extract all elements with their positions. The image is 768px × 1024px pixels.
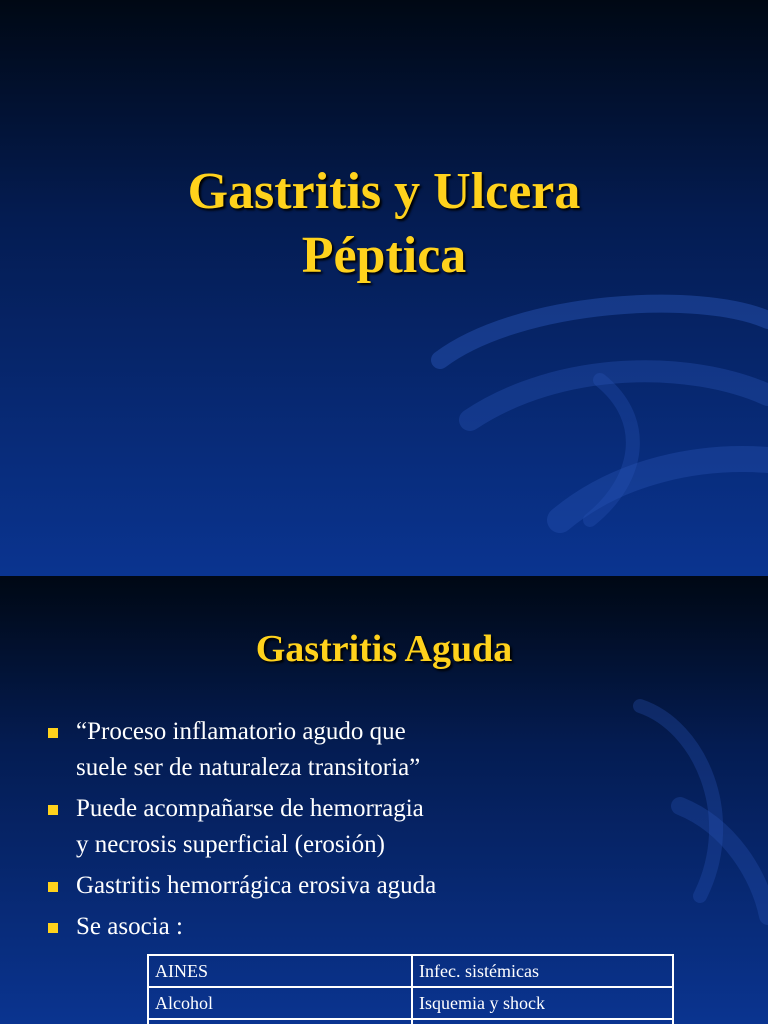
bullet-line-1: Puede acompañarse de hemorragia: [76, 795, 424, 822]
association-table: [147, 954, 674, 1024]
bullet-line-1: Se asocia :: [76, 913, 183, 940]
bullet-item: [46, 791, 566, 863]
bullet-item: [46, 909, 566, 945]
bullet-list: [46, 714, 566, 950]
table-cell: [412, 1019, 673, 1024]
bullet-item: [46, 714, 566, 786]
title-line-2: Péptica: [301, 227, 467, 284]
square-bullet-icon: [48, 728, 58, 738]
table-cell: [148, 1019, 412, 1024]
table-row: [148, 955, 673, 987]
square-bullet-icon: [48, 923, 58, 933]
table-row: [148, 1019, 673, 1024]
square-bullet-icon: [48, 882, 58, 892]
content-slide: [0, 576, 768, 1024]
square-bullet-icon: [48, 805, 58, 815]
bullet-line-2: y necrosis superficial (erosión): [76, 831, 385, 858]
bullet-line-2: suele ser de naturaleza transitoria”: [76, 754, 421, 781]
bullet-line-1: “Proceso inflamatorio agudo que: [76, 718, 406, 745]
slide-title: Gastritis Aguda: [255, 628, 513, 670]
slide-title: [0, 160, 768, 288]
bullet-item: [46, 868, 566, 904]
table-cell: AINES: [148, 955, 412, 987]
table-row: [148, 987, 673, 1019]
bullet-line-1: Gastritis hemorrágica erosiva aguda: [76, 872, 437, 899]
table-cell: Isquemia y shock: [412, 987, 673, 1019]
table-cell: Infec. sistémicas: [412, 955, 673, 987]
title-line-1: Gastritis y Ulcera: [187, 163, 581, 220]
table-cell: Alcohol: [148, 987, 412, 1019]
